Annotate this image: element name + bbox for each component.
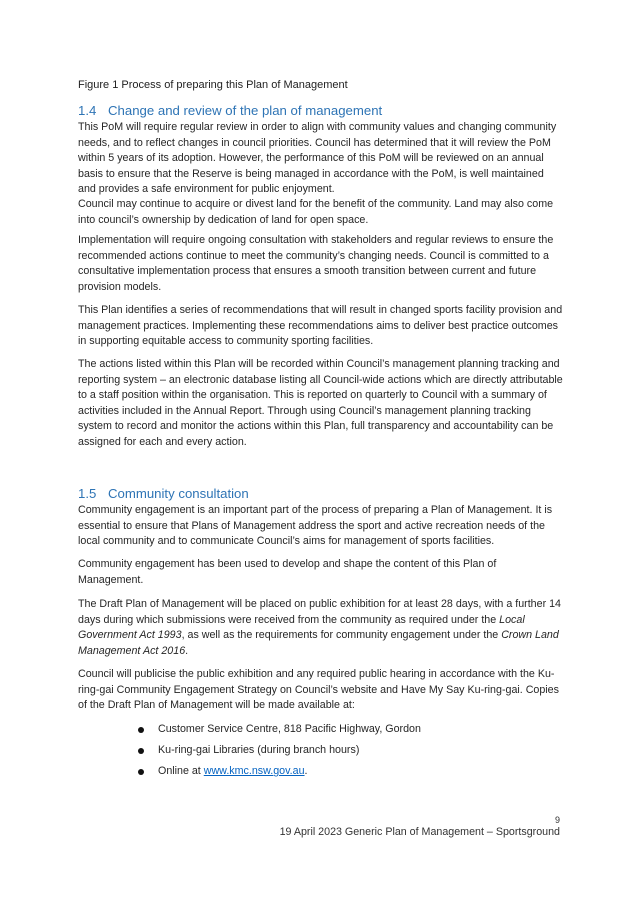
website-link[interactable]: www.kmc.nsw.gov.au [203, 765, 305, 778]
paragraph: Community engagement has been used to develop and shape the content of this Plan of Management. [78, 558, 497, 586]
section-heading-1-4 [78, 103, 382, 119]
section-number: 1.4 [78, 103, 97, 118]
paragraph: Council may continue to acquire or divest land for the benefit of the community. Land may also come into council’s ownership by dedication of land for open space. [78, 198, 554, 226]
paragraph: Council will publicise the public exhibition and any required public hearing in accordance with the Ku-ring-gai Community Engagement Strategy on Council’s website and Have My Say Ku-ring-gai. Copies of the Draft Plan of Management will be made available at: [78, 668, 559, 712]
section-title: Community consultation [108, 486, 249, 501]
list-item: Online at www.kmc.nsw.gov.au. [78, 764, 563, 780]
paragraph: This PoM will require regular review in order to align with community values and changing community needs, and to reflect changes in council priorities. Council has determined that it will review the PoM within 5 years of its adoption. However, the performance of this PoM will be reviewed on an annual basis to ensure that the Reserve is being managed in accordance with the PoM, is well maintained and provides a safe environment for public enjoyment. [78, 121, 557, 196]
bullet-icon [138, 769, 144, 775]
text-run: The Draft Plan of Management will be placed on public exhibition for at least 28 days, with a further 14 days during which submissions were received from the community as required under the [78, 598, 561, 626]
bullet-icon [138, 727, 144, 733]
paragraph: Implementation will require ongoing consultation with stakeholders and regular reviews to ensure the recommended actions continue to meet the community’s changing needs. Council is committed to a consultative implementation process that ensures a smooth transition between current and future provision models. [78, 234, 554, 293]
paragraph: The actions listed within this Plan will be recorded within Council’s management planning tracking and reporting system – an electronic database listing all Council-wide actions which are directly attributable to a staff position within the organisation. This is reported on quarterly to Council with a summary of activities included in the Annual Report. Through using Council’s management planning tracking system to record and monitor the actions within this Plan, full transparency and accountability can be assigned for each and every action. [78, 358, 563, 448]
section-number: 1.5 [78, 486, 97, 501]
text-run: . [185, 644, 189, 657]
page-number: 9 [554, 815, 560, 825]
availability-list [78, 722, 563, 785]
section-heading-1-5 [78, 486, 249, 502]
paragraph: This Plan identifies a series of recommendations that will result in changed sports facility provision and management practices. Implementing these recommendations aims to deliver best practice outcomes in supporting equitable access to community sporting facilities. [78, 304, 563, 348]
list-item: Customer Service Centre, 818 Pacific Highway, Gordon [78, 722, 563, 738]
page-footer: 19 April 2023 Generic Plan of Management – Sportsground [279, 826, 560, 838]
act-title: Local Government Act 1993 [78, 613, 525, 642]
paragraph [78, 597, 563, 659]
bullet-icon [138, 748, 144, 754]
section-title: Change and review of the plan of management [108, 103, 383, 118]
text-run: , as well as the requirements for community engagement under the [181, 629, 502, 642]
list-item: Ku-ring-gai Libraries (during branch hours) [78, 743, 563, 759]
paragraph: Community engagement is an important part of the process of preparing a Plan of Management. It is essential to ensure that Plans of Management address the sport and active recreation needs of the local community and to communicate Council’s aims for management of sports facilities. [78, 504, 553, 548]
figure-caption: Figure 1 Process of preparing this Plan of Management [78, 79, 348, 91]
act-title: Crown Land Management Act 2016 [78, 629, 559, 657]
